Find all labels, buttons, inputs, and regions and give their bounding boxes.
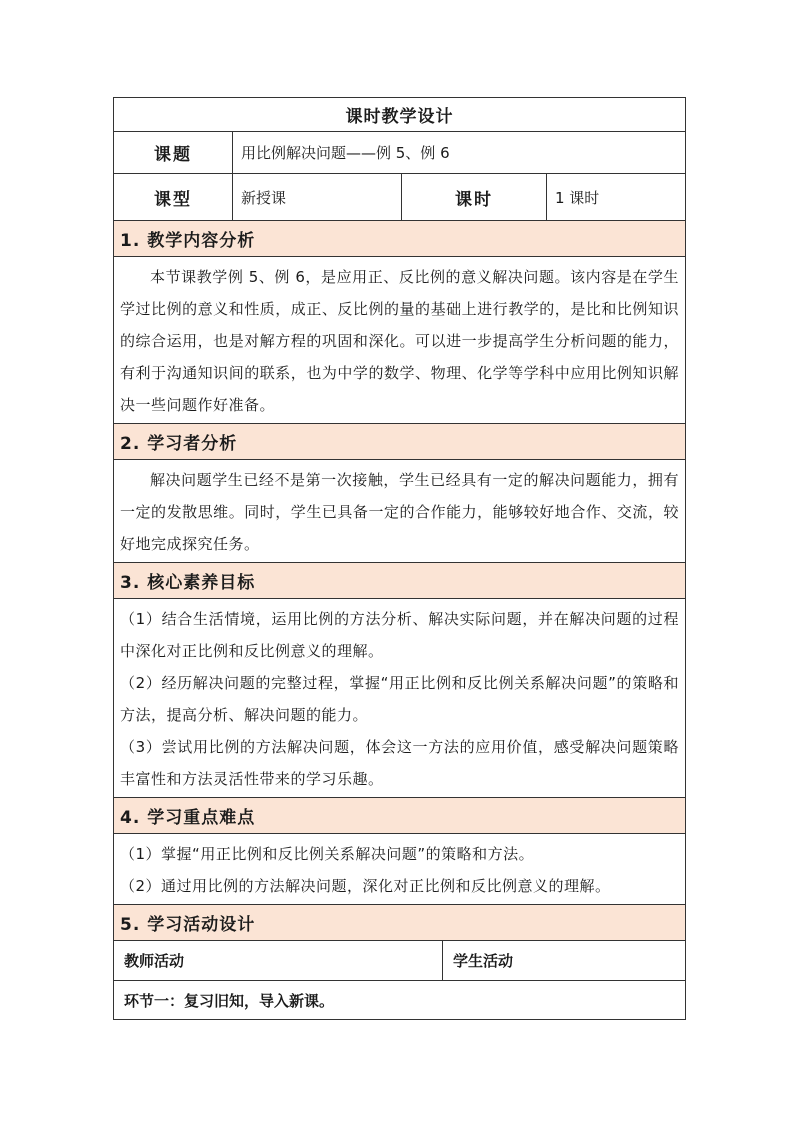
type-label: 课型 [154, 189, 192, 210]
teacher-activity-header: 教师活动 [124, 952, 185, 970]
topic-label: 课题 [154, 145, 192, 165]
section-1-heading: 1. 教学内容分析 [114, 221, 685, 257]
section-4-body [114, 834, 685, 905]
goal-item-2: （2）经历解决问题的完整过程，掌握“用正比例和反比例关系解决问题”的策略和方法，提高分析、解决问题的能力。 [120, 674, 679, 724]
section-3-heading: 3. 核心素养目标 [114, 563, 685, 599]
type-value: 新授课 [232, 174, 401, 220]
key-point-item-2: （2）通过用比例的方法解决问题，深化对正比例和反比例意义的理解。 [120, 877, 611, 895]
key-point-item-1: （1）掌握“用正比例和反比例关系解决问题”的策略和方法。 [120, 845, 535, 863]
topic-row [114, 132, 685, 174]
activity-header-row [114, 941, 685, 981]
hours-value: 1 课时 [546, 174, 685, 220]
goal-item-3: （3）尝试用比例的方法解决问题，体会这一方法的应用价值，感受解决问题策略丰富性和方法灵活性带来的学习乐趣。 [120, 738, 679, 788]
section-1-paragraph: 本节课教学例 5、例 6，是应用正、反比例的意义解决问题。该内容是在学生学过比例的意义和性质，成正、反比例的量的基础上进行教学的，是比和比例知识的综合运用，也是对解方程的巩固和深化。可以进一步提高学生分析问题的能力，有利于沟通知识间的联系，也为中学的数学、物理、化学等学科中应用比例知识解决一些问题作好准备。 [120, 268, 679, 414]
section-2-paragraph: 解决问题学生已经不是第一次接触，学生已经具有一定的解决问题能力，拥有一定的发散思维。同时，学生已具备一定的合作能力，能够较好地合作、交流，较好地完成探究任务。 [120, 471, 679, 553]
section-4-heading: 4. 学习重点难点 [114, 798, 685, 834]
student-activity-header: 学生活动 [442, 941, 685, 980]
lesson-plan-table [113, 97, 686, 1020]
document-title: 课时教学设计 [345, 107, 454, 127]
section-3-body [114, 599, 685, 798]
section-5-heading: 5. 学习活动设计 [114, 905, 685, 941]
step-1-row: 环节一：复习旧知，导入新课。 [124, 991, 335, 1010]
hours-label: 课时 [401, 174, 546, 220]
title-row [114, 98, 685, 132]
goal-item-1: （1）结合生活情境，运用比例的方法分析、解决实际问题，并在解决问题的过程中深化对正比例和反比例意义的理解。 [120, 610, 679, 660]
section-1-body [114, 257, 685, 424]
type-row [114, 174, 685, 221]
section-2-heading: 2. 学习者分析 [114, 424, 685, 460]
topic-value: 用比例解决问题——例 5、例 6 [232, 132, 685, 173]
section-2-body [114, 460, 685, 563]
